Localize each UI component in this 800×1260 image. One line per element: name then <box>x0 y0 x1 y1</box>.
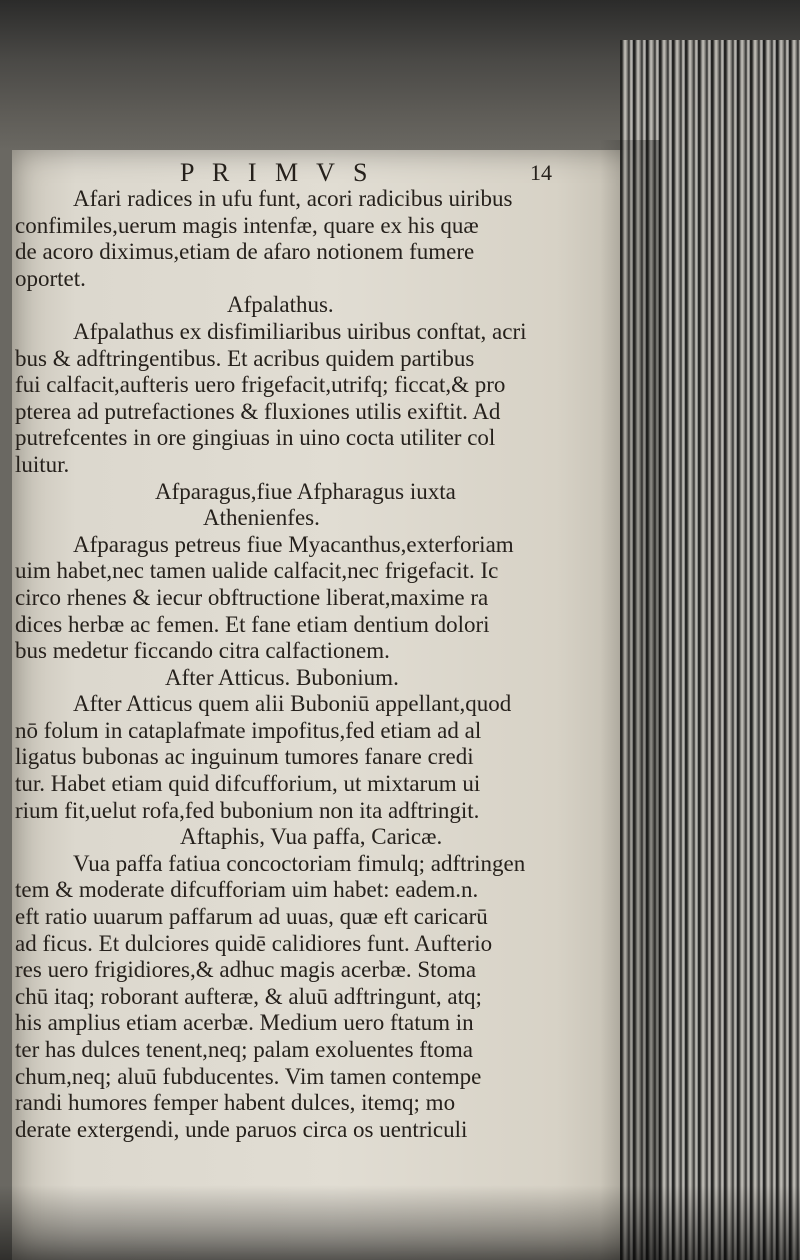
text-line: ter has dulces tenent,neq; palam exoluentes ftoma <box>15 1037 473 1062</box>
text-line: Vua paffa fatiua concoctoriam fimulq; adftringen <box>73 850 526 876</box>
page-number: 14 <box>530 160 552 185</box>
text-line: derate extergendi, unde paruos circa os uentriculi <box>15 1116 468 1142</box>
text-line: chū itaq; roborant aufteræ, & aluū adftringunt, atq; <box>15 983 482 1009</box>
text-line: eft ratio uuarum paffarum ad uuas, quæ eft caricarū <box>15 904 488 930</box>
text-line: res uero frigidiores,& adhuc magis acerbæ. Stoma <box>15 957 477 983</box>
text-line: nō folum in cataplafmate impofitus,fed etiam ad al <box>15 717 482 743</box>
text-line: Afparagus petreus fiue Myacanthus,exterforiam <box>73 531 514 557</box>
text-line: dices herbæ ac femen. Et fane etiam dentium dolori <box>15 611 490 637</box>
text-line: Aftaphis, Vua paffa, Caricæ. <box>180 824 443 850</box>
text-line: tur. Habet etiam quid difcufforium, ut mixtarum ui <box>15 771 481 797</box>
text-line: chum,neq; aluū fubducentes. Vim tamen contempe <box>15 1063 482 1089</box>
text-line: After Atticus quem alii Buboniū appellant,quod <box>73 691 512 717</box>
text-line: rium fit,uelut rofa,fed bubonium non ita adftringit. <box>15 797 480 823</box>
running-head: P R I M V S <box>180 158 374 187</box>
text-line: bus medetur ficcando citra calfactionem. <box>15 638 390 664</box>
text-line: oportet. <box>15 265 86 291</box>
bottom-shadow <box>0 1185 800 1260</box>
text-line: de acoro diximus,etiam de afaro notionem fumere <box>15 239 475 265</box>
text-line: pterea ad putrefactiones & fluxiones utilis exiftit. Ad <box>15 398 501 424</box>
body-text <box>15 186 615 1143</box>
text-line: After Atticus. Bubonium. <box>165 664 399 690</box>
text-line: Afpalathus. <box>227 292 334 318</box>
text-line: randi humores femper habent dulces, itemq; mo <box>15 1090 456 1116</box>
text-line: putrefcentes in ore gingiuas in uino cocta utiliter col <box>15 425 496 451</box>
text-line: Afpalathus ex disfimiliaribus uiribus conftat, acri <box>73 318 527 344</box>
text-line: circo rhenes & iecur obftructione liberat,maxime ra <box>15 584 489 610</box>
text-line: confimiles,uerum magis intenfæ, quare ex his quæ <box>15 212 479 238</box>
text-line: his amplius etiam acerbæ. Medium uero ftatum in <box>15 1010 474 1036</box>
text-line: luitur. <box>15 451 70 477</box>
text-line: ligatus bubonas ac inguinum tumores fanare credi <box>15 744 474 770</box>
text-line: tem & moderate difcufforiam uim habet: eadem.n. <box>15 877 479 903</box>
text-line: bus & adftringentibus. Et acribus quidem partibus <box>15 345 475 371</box>
text-line: Athenienfes. <box>203 505 320 531</box>
text-line: fui calfacit,aufteris uero frigefacit,utrifq; ficcat,& pro <box>15 372 506 398</box>
text-line: Afari radices in ufu funt, acori radicibus uiribus <box>73 186 513 211</box>
text-line: ad ficus. Et dulciores quidē calidiores funt. Aufterio <box>15 930 493 956</box>
text-line: Afparagus,fiue Afpharagus iuxta <box>155 478 456 504</box>
text-line: uim habet,nec tamen ualide calfacit,nec frigefacit. Ic <box>15 558 499 584</box>
